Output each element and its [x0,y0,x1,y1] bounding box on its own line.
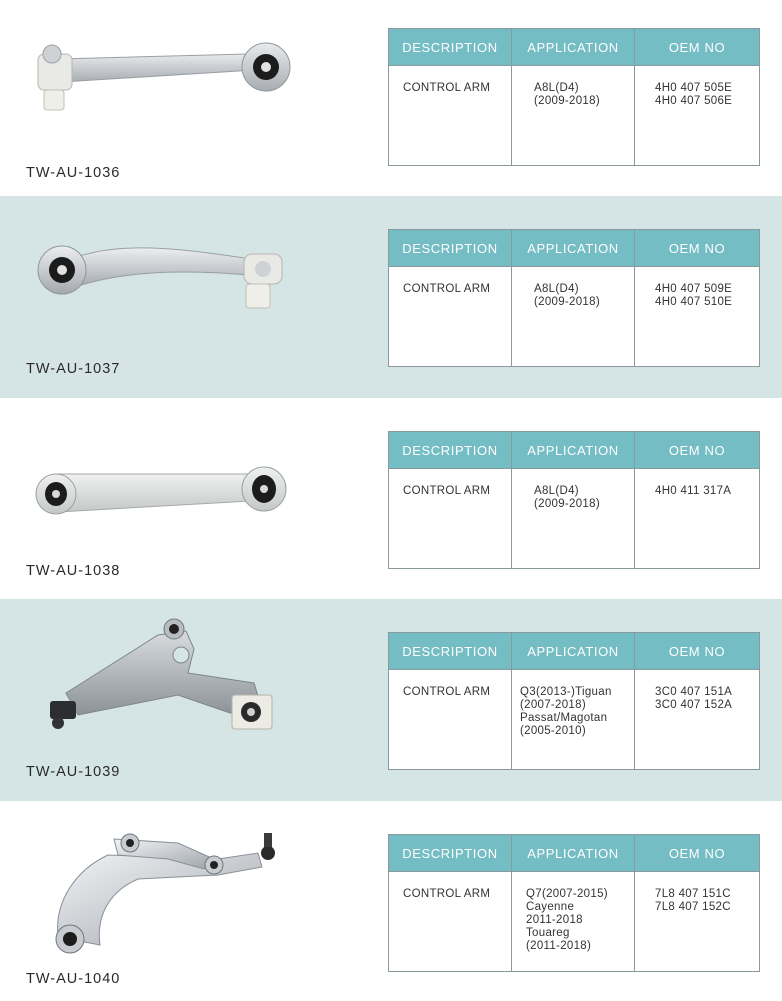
control-arm-image [18,412,298,552]
part-number: TW-AU-1039 [26,764,121,780]
application-line: (2009-2018) [534,95,600,107]
description-cell: CONTROL ARM [389,267,512,367]
oem-number: 4H0 411 317A [655,485,732,497]
control-arm-image [18,210,298,350]
spec-table [388,229,760,367]
header-oem-no: OEM NO [635,633,760,670]
product-row [0,801,782,1001]
application-cell [512,872,635,972]
oem-cell [635,670,760,770]
header-oem-no: OEM NO [635,432,760,469]
product-row [0,398,782,599]
header-description: DESCRIPTION [389,835,512,872]
spec-table [388,28,760,166]
application-line: (2007-2018) [520,699,586,711]
header-oem-no: OEM NO [635,29,760,66]
part-number: TW-AU-1037 [26,361,121,377]
control-arm-image [18,14,298,154]
oem-number: 7L8 407 151C [655,888,731,900]
spec-table [388,431,760,569]
header-description: DESCRIPTION [389,230,512,267]
control-arm-image [18,819,298,959]
part-number: TW-AU-1036 [26,165,121,181]
application-line: (2005-2010) [520,725,586,737]
description-cell: CONTROL ARM [389,872,512,972]
description-cell: CONTROL ARM [389,66,512,166]
application-line: Cayenne [526,901,575,913]
header-application: APPLICATION [512,835,635,872]
description-cell: CONTROL ARM [389,469,512,569]
header-description: DESCRIPTION [389,633,512,670]
oem-cell [635,872,760,972]
oem-number: 4H0 407 506E [655,95,733,107]
application-line: A8L(D4) [534,283,579,295]
application-cell [512,66,635,166]
header-application: APPLICATION [512,230,635,267]
oem-number: 7L8 407 152C [655,901,731,913]
part-number: TW-AU-1040 [26,971,121,987]
oem-number: 4H0 407 510E [655,296,733,308]
application-line: (2009-2018) [534,498,600,510]
oem-cell [635,267,760,367]
application-cell [512,267,635,367]
application-line: (2009-2018) [534,296,600,308]
oem-number: 4H0 407 505E [655,82,733,94]
header-application: APPLICATION [512,633,635,670]
oem-number: 3C0 407 151A [655,686,733,698]
part-number: TW-AU-1038 [26,563,121,579]
application-line: A8L(D4) [534,485,579,497]
application-cell [512,670,635,770]
spec-table [388,632,760,770]
application-line: Q7(2007-2015) [526,888,608,900]
application-line: Q3(2013-)Tiguan [520,686,612,698]
product-row [0,599,782,801]
description-cell: CONTROL ARM [389,670,512,770]
application-line: A8L(D4) [534,82,579,94]
product-row [0,196,782,398]
oem-number: 4H0 407 509E [655,283,733,295]
spec-table [388,834,760,972]
header-application: APPLICATION [512,432,635,469]
oem-cell [635,66,760,166]
header-oem-no: OEM NO [635,835,760,872]
oem-cell [635,469,760,569]
oem-number: 3C0 407 152A [655,699,733,711]
control-arm-image [18,613,298,753]
application-line: Passat/Magotan [520,712,608,724]
header-application: APPLICATION [512,29,635,66]
header-oem-no: OEM NO [635,230,760,267]
product-row [0,0,782,201]
header-description: DESCRIPTION [389,29,512,66]
application-line: 2011-2018 [526,914,583,926]
application-line: (2011-2018) [526,940,592,952]
application-line: Touareg [526,927,570,939]
header-description: DESCRIPTION [389,432,512,469]
application-cell [512,469,635,569]
